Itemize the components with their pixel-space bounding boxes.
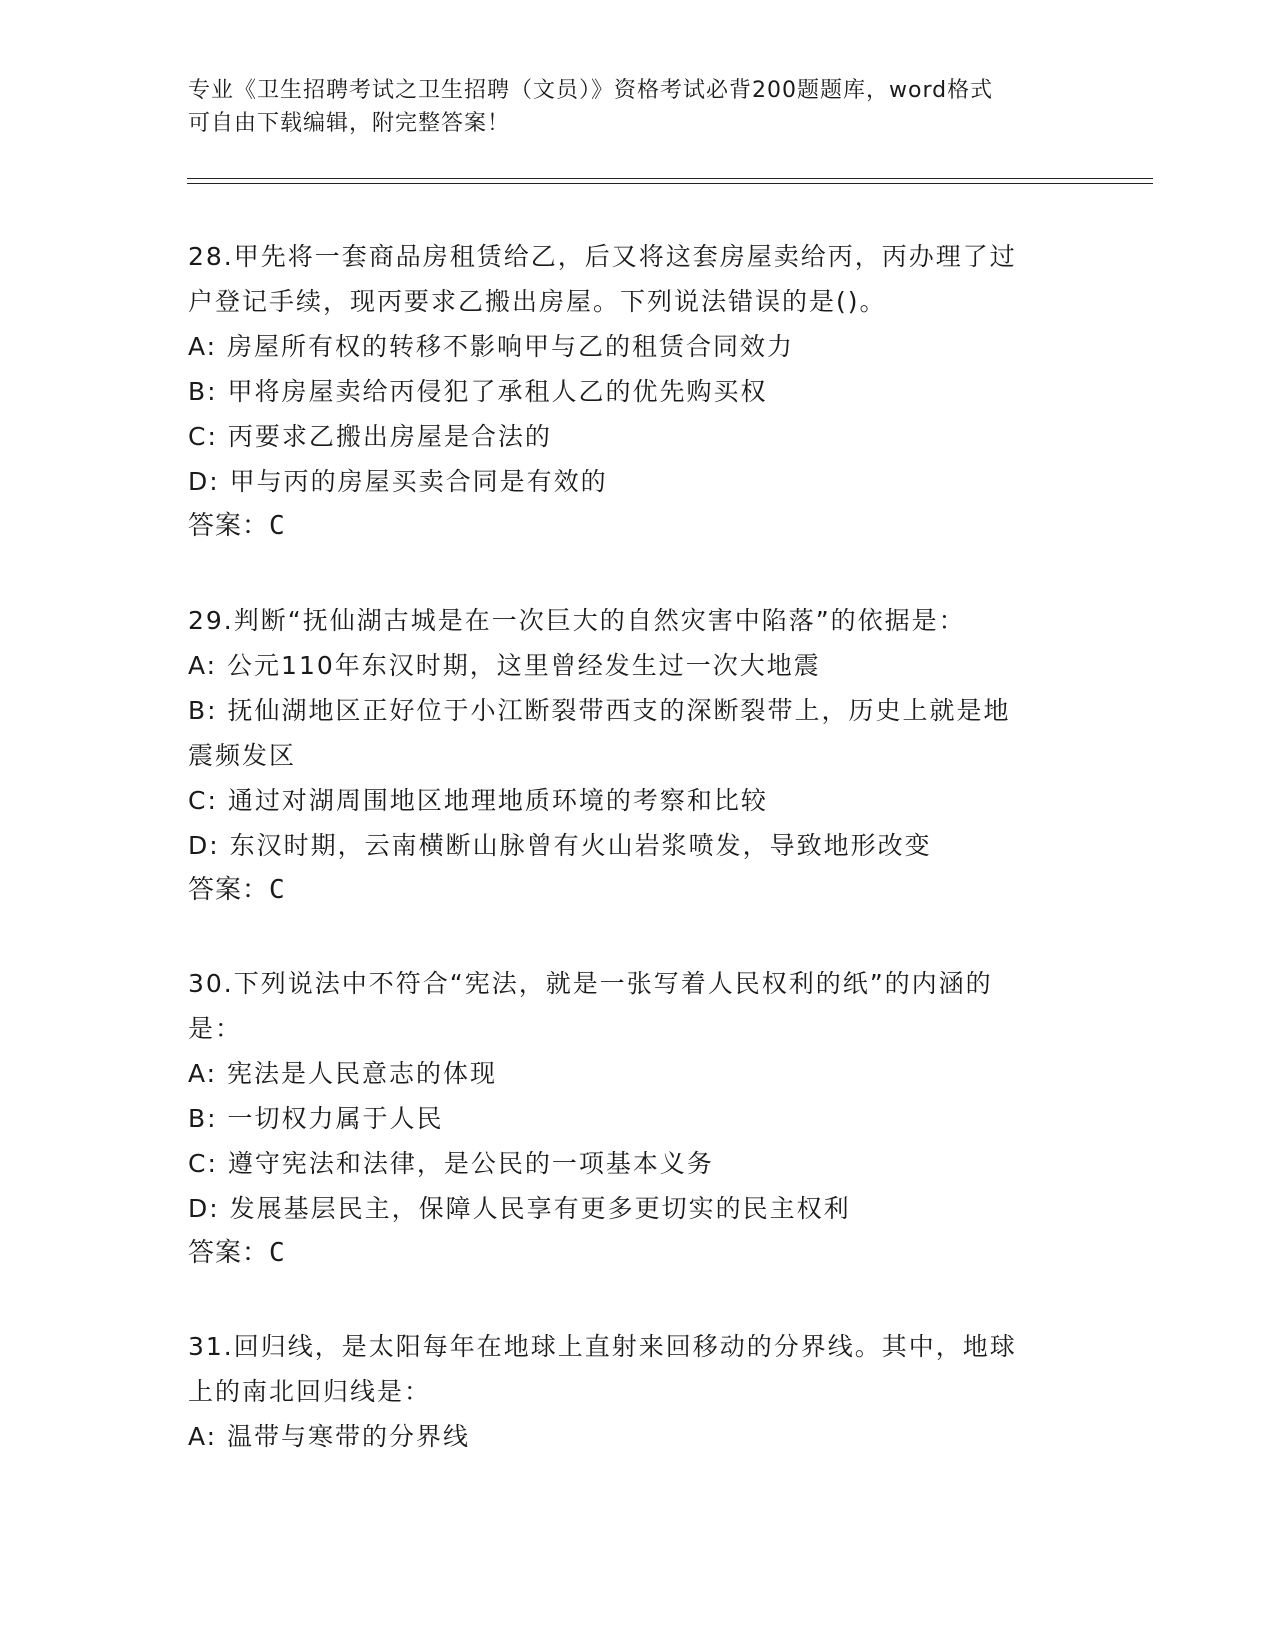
- question-stem-line: 户登记手续，现丙要求乙搬出房屋。下列说法错误的是()。: [188, 287, 887, 316]
- option-a: A: 温带与寒带的分界线: [188, 1422, 471, 1451]
- option-d: D: 发展基层民主，保障人民享有更多更切实的民主权利: [188, 1194, 851, 1223]
- option-d: D: 甲与丙的房屋买卖合同是有效的: [188, 467, 608, 496]
- header-divider-bottom: [187, 183, 1153, 184]
- answer: [188, 1231, 1088, 1276]
- option-d: D: 东汉时期，云南横断山脉曾有火山岩浆喷发，导致地形改变: [188, 831, 932, 860]
- question-30: [188, 961, 1088, 1276]
- header-line-2: 可自由下载编辑，附完整答案！: [188, 111, 511, 136]
- option-b: B: 甲将房屋卖给丙侵犯了承租人乙的优先购买权: [188, 377, 768, 406]
- option-b: B: 一切权力属于人民: [188, 1104, 444, 1133]
- option-a: A: 宪法是人民意志的体现: [188, 1059, 498, 1088]
- answer-value: C: [269, 511, 286, 541]
- option-c: C: 丙要求乙搬出房屋是合法的: [188, 422, 552, 451]
- question-29: [188, 598, 1088, 913]
- question-stem-line: 是：: [188, 1014, 243, 1043]
- answer-label: 答案：: [188, 511, 270, 541]
- document-header: [188, 74, 1068, 140]
- question-31: [188, 1324, 1088, 1459]
- option-c: C: 通过对湖周围地区地理地质环境的考察和比较: [188, 786, 768, 815]
- option-a: A: 房屋所有权的转移不影响甲与乙的租赁合同效力: [188, 332, 795, 361]
- answer: [188, 504, 1088, 549]
- option-a: A: 公元110年东汉时期，这里曾经发生过一次大地震: [188, 651, 821, 680]
- question-28: [188, 234, 1088, 549]
- answer-label: 答案：: [188, 1238, 270, 1268]
- answer-value: C: [269, 875, 286, 905]
- question-stem-line: 30.下列说法中不符合“宪法，就是一张写着人民权利的纸”的内涵的: [188, 969, 993, 998]
- question-stem-line: 28.甲先将一套商品房租赁给乙，后又将这套房屋卖给丙，丙办理了过: [188, 242, 1017, 271]
- question-stem-line: 29.判断“抚仙湖古城是在一次巨大的自然灾害中陷落”的依据是：: [188, 606, 966, 635]
- answer-label: 答案：: [188, 875, 270, 905]
- option-c: C: 遵守宪法和法律，是公民的一项基本义务: [188, 1149, 714, 1178]
- header-line-1: 专业《卫生招聘考试之卫生招聘（文员）》资格考试必背200题题库，word格式: [188, 78, 994, 103]
- option-b-continued: 震频发区: [188, 741, 297, 770]
- answer-value: C: [269, 1238, 286, 1268]
- header-divider-top: [187, 178, 1153, 179]
- option-b: B: 抚仙湖地区正好位于小江断裂带西支的深断裂带上，历史上就是地: [188, 696, 1011, 725]
- question-stem-line: 上的南北回归线是：: [188, 1377, 432, 1406]
- answer: [188, 868, 1088, 913]
- question-stem-line: 31.回归线，是太阳每年在地球上直射来回移动的分界线。其中，地球: [188, 1332, 1017, 1361]
